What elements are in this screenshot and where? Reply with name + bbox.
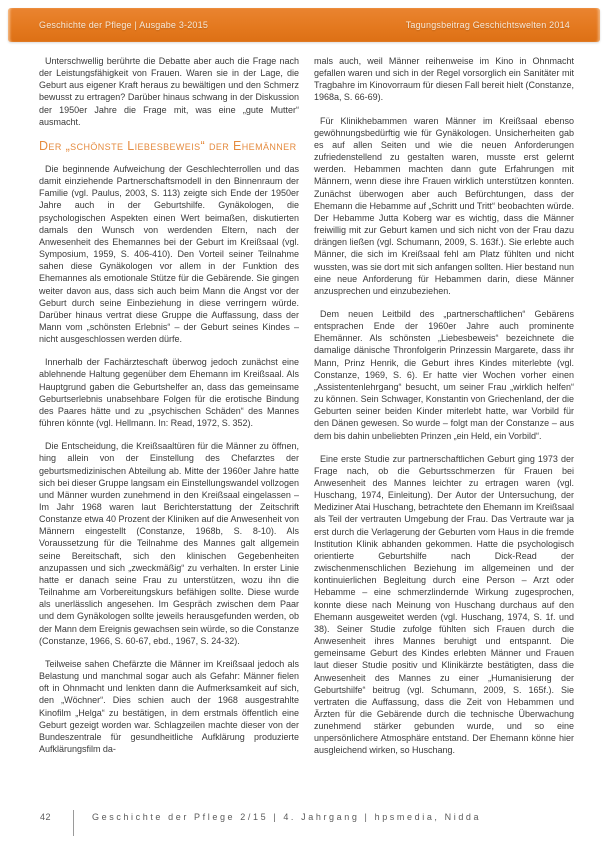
- left-column: [39, 55, 299, 798]
- paragraph-midwives-experience: Für Klinikhebammen waren Männer im Kreißsaal ebenso gewöhnungsbedürftig wie für Gynäkologen. Unsicherheiten gab es auf allen Seiten und wie die neuen Anforderungen zufriedenstellend zu gestalten waren, musste erst gelernt werden. Hebammen machten dann gute Erfahrungen mit Männern, wenn diese ihre Frauen wirklich unterstützen konnten. Zunächst überwogen aber auch Befürchtungen, dass der Ehemann die Hebamme auf „Schritt und Tritt“ beobachten würde. Der Hebamme Jutta Koberg war es wichtig, dass die Männer freiwillig mit zur Geburt kamen und sich nicht von der Frau dazu drängen ließen (vgl. Schumann, 2009, S. 163f.). Sie erlebte auch Männer, die sich im Kreißsaal fehl am Platz fühlten und nicht wussten, was sie dort mit sich anfangen sollten. Hier bestand nun eine neue Anforderung für Hebammen darin, diese Männer anzusprechen und einzubeziehen.: [314, 115, 574, 296]
- paragraph-physician-opposition: Innerhalb der Fachärzteschaft überwog jedoch zunächst eine ablehnende Haltung gegenüber dem Ehemann im Kreißsaal. Als Hauptgrund gaben die Geburtshelfer an, dass das gemeinsame Geburtserlebnis unabsehbare Folgen für die erotische Bindung des Paares hätte und zu „psychischen Schäden“ des Mannes führen könnte (vgl. Hellmann. In: Read, 1972, S. 352).: [39, 357, 299, 429]
- section-heading: Der „schönste Liebesbeweis“ der Ehemänner: [39, 138, 297, 153]
- header-section-label: Tagungsbeitrag Geschichtswelten 2014: [405, 20, 570, 30]
- page-footer: [40, 810, 574, 836]
- paragraph-prominent-husbands: Dem neuen Leitbild des „partnerschaftlichen“ Gebärens entsprachen Ende der 1960er Jahre auch prominente Ehemänner. Als schönsten „Liebesbeweis“ bezeichnete die damalige dänische Thronfolgerin Prinzessin Margarete, dass ihr Mann, Prinz Henrik, die Geburt ihres Kindes miterlebte (vgl. Constanze, 1969, S. 6). Er hatte vier Wochen vorher einen „Assistentenlehrgang“ besucht, um seiner Frau „wirklich helfen“ zu können. Sein Schwager, Konstantin von Griechenland, der die Geburten seiner beiden Kinder miterlebt hatte, war Vorbild für den Dänen gewesen. So wurde – folgt man der Constanze – aus dem bis dahin unbeliebten Prinzen „ein Held, ein Vorbild“.: [314, 308, 574, 441]
- header-journal-issue: Geschichte der Pflege | Ausgabe 3-2015: [39, 20, 209, 30]
- page-number: 42: [40, 812, 52, 822]
- article-body: [39, 55, 574, 798]
- right-column: [314, 55, 574, 798]
- paragraph-cinema-fainting: mals auch, weil Männer reihenweise im Kino in Ohnmacht gefallen waren und sich in der Regel vorsorglich ein Sanitäter mit Tragbahre im Kinovorraum für diesen Fall bereit hielt (Constanze, 1968a, S. 66-69).: [314, 56, 574, 103]
- paragraph-debate-question: Unterschwellig berührte die Debatte aber auch die Frage nach der Leistungsfähigkeit von Frauen. Waren sie in der Lage, die Geburt aus eigener Kraft heraus zu bewältigen und den Schmerz bewusst zu ertragen? Darüber hinaus schwang in der Diskussion der 1950er Jahre die Frage mit, was eine „gute Mutter“ ausmacht.: [39, 56, 299, 127]
- paragraph-delivery-room-opening: Die Entscheidung, die Kreißsaaltüren für die Männer zu öffnen, hing allein von der Einstellung des Chefarztes der geburtsmedizinischen Abteilung ab. Mitte der 1960er Jahre hatte sich bei dieser Gruppe langsam ein Einstellungswandel vollzogen und Männer wurden zunehmend in den Kreißsaal eingelassen – Im Jahr 1968 waren laut Berichterstattung der Zeitschrift Constanze etwa 40 Prozent der Kliniken auf die Anwesenheit von Männern eingestellt (Constanze, 1968b, S. 8-10). Als Voraussetzung für die Teilnahme des Mannes galt allgemein seine Bereitschaft, sich den klinischen Gegebenheiten anzupassen und sich „zweckmäßig“ zu verhalten. In erster Linie hatte er danach seine Frau zu unterstützen, wozu ihn die Teilnahme am Vorbereitungskurs befähigen sollte. Diese wurde als unerlässlich angesehen. Im Gespräch zwischen dem Paar und dem Gynäkologen sollte jeweils herausgefunden werden, ob der Mann dem Ereignis gewachsen sein würde, so die Constanze (Constanze, 1966, S. 60-67, ebd., 1967, S. 24-32).: [39, 441, 299, 646]
- page-header-bar: [8, 8, 600, 42]
- paragraph-gender-roles: Die beginnende Aufweichung der Geschlechterrollen und das damit einziehende Partnerschaftsmodell in den Binnenraum der Familie (vgl. Paulus, 2003, S. 113) zeigte sich Ende der 1950er Jahre auch in der Geburtshilfe. Gynäkologen, die psychologischen Aspekten einen Wert beimaßen, diskutierten damals den Wunsch von werdenden Eltern, nach der Anwesenheit des Ehemannes bei der Geburt im Kreißsaal (vgl. Symposium, 1959, S. 406-410). Den Vorteil seiner Teilnahme sahen diese Gynäkologen vor allem in der Funktion des Ehemannes als emotionale Stütze für die Gebärende. Sie gingen weiter davon aus, dass sich auch beim Mann die Angst vor der Geburt durch seine Einbeziehung in diese verringern würde. Darüber hinaus vertrat diese Gruppe die Auffassung, dass der Mann vom „schönsten Erlebnis“ – der Geburt seines Kindes – nicht ausgeschlossen werden dürfe.: [39, 163, 299, 345]
- paragraph-men-as-burden: Teilweise sahen Chefärzte die Männer im Kreißsaal jedoch als Belastung und manchmal sogar auch als Gefahr: Männer fielen oft in Ohnmacht und lenkten dann die Aufmerksamkeit auf sich, den „Wöchner“. Dies schien auch der 1968 ausgestrahlte Kinofilm „Helga“ zu bestätigen, in dem erstmals öffentlich eine Geburt gezeigt worden war. Schlagzeilen machte dieser von der Bundeszentrale für gesundheitliche Aufklärung produzierte Aufklärungsfilm da-: [39, 658, 299, 754]
- paragraph-huschang-study: Eine erste Studie zur partnerschaftlichen Geburt ging 1973 der Frage nach, ob die Geburtsschmerzen für Frauen bei Anwesenheit des Mannes leichter zu ertragen waren (vgl. Huschang, 1974, Einleitung). Der Autor der Untersuchung, der Mediziner Atai Huschang, betrachtete den Ehemann im Kreißsaal als Teil der vertrauten Umgebung der Frau. Das Vertraute war ja erst durch die Verlagerung der Geburten vom Haus in die fremde Institution Klinik abhanden gekommen. Hatte die psychologisch orientierte Geburtshilfe nach Dick-Read der zwischenmenschlichen Beziehung im allgemeinen und der kontinuierlichen Begleitung durch eine Person – Arzt oder Hebamme – eine schmerzlindernde Wirkung zugesprochen, konnte diese nach Meinung von Huschang durchaus auf den Ehemann ausgeweitet werden (vgl. Huschang, 1974, S. 1f. und 38). Seiner Studie zufolge fühlten sich Frauen durch die Anwesenheit ihres Mannes beruhigt und entspannt. Die gemeinsame Geburt des Kindes erlebten Männer und Frauen laut dieser Studie positiv und Klinikärzte bestätigten, dass die Anwesenheit des Mannes zu einer „Humanisierung der Geburtshilfe“ beitrug (vgl. Schumann, 2009, S. 165f.). Sie vertraten die Auffassung, dass die Zeit von Hebammen und Ärzten für die Gebärende durch die technische Überwachung zunehmend stärker gebunden wurde, und so eine unpersönlichere Atmosphäre entstand. Der Ehemann könne hier ausgleichend wirken, so Huschang.: [314, 453, 574, 756]
- footer-journal-line: Geschichte der Pflege 2/15 | 4. Jahrgang | hpsmedia, Nidda: [92, 812, 482, 822]
- footer-divider: [73, 810, 74, 836]
